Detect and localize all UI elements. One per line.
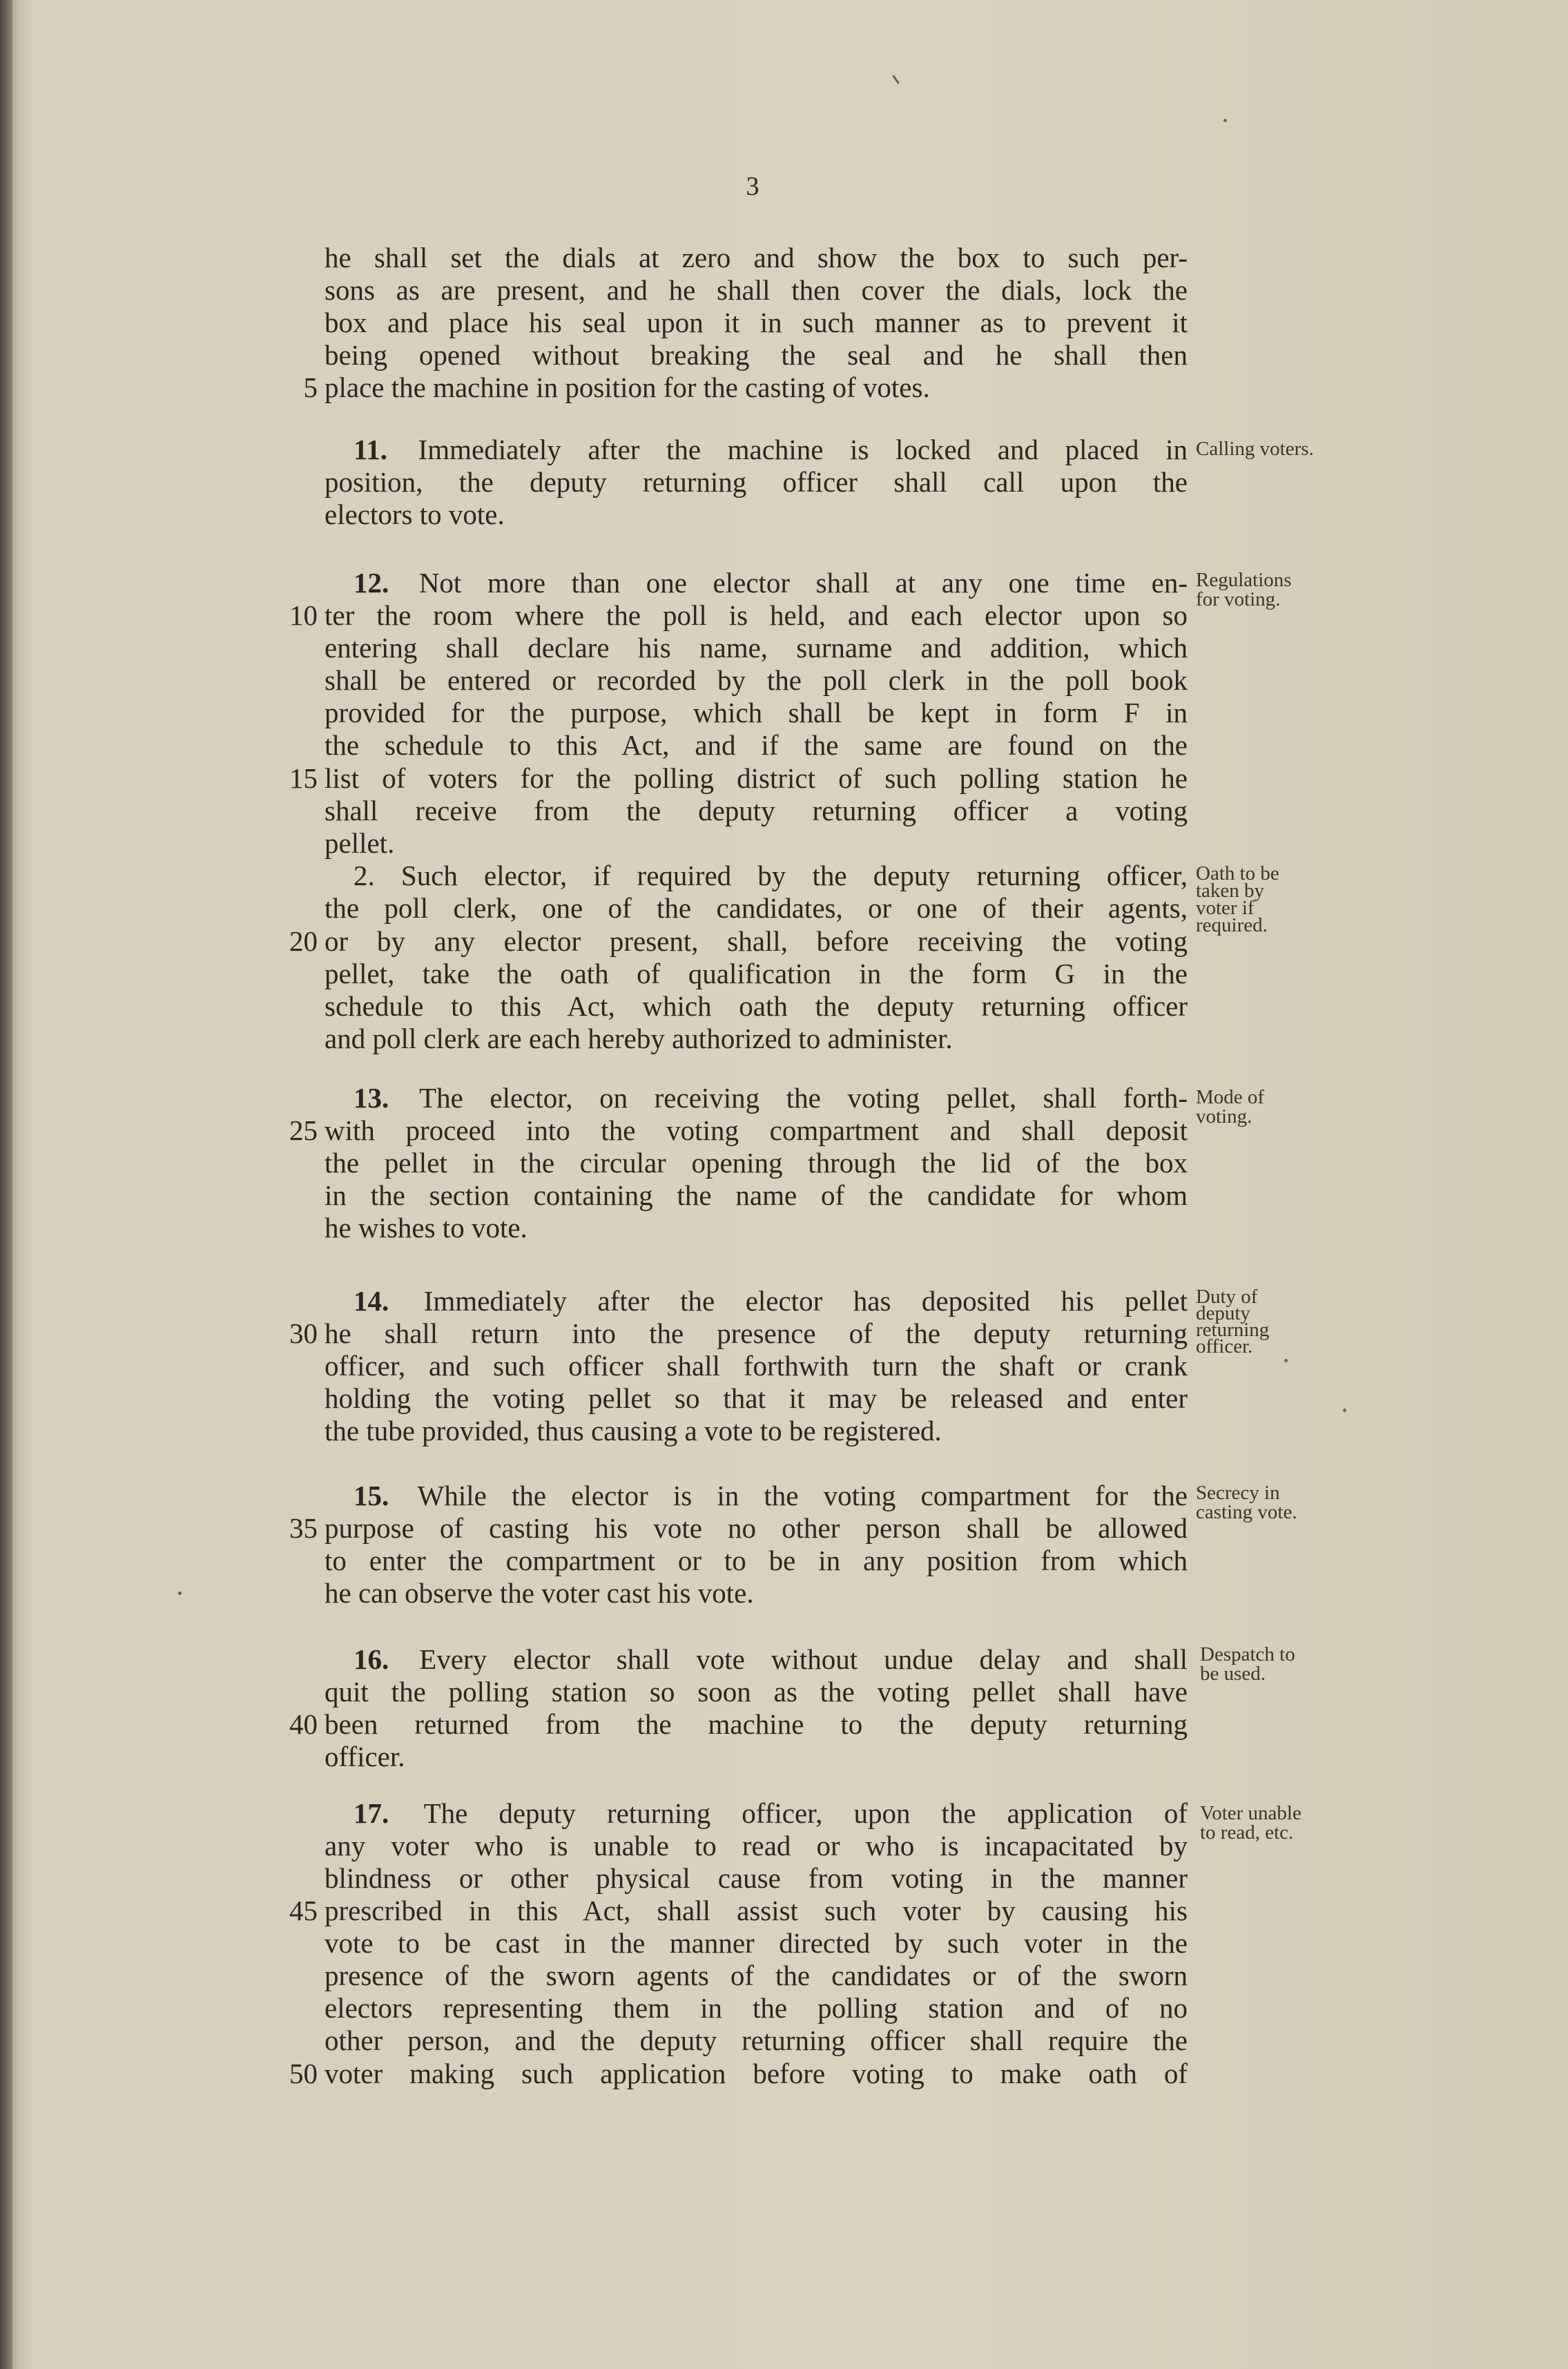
text-line: and poll clerk are each hereby authorized to administer. bbox=[325, 1023, 953, 1054]
margin-note-line: required. bbox=[1196, 914, 1268, 936]
margin-note-oath bbox=[1196, 862, 1279, 936]
text-line: provided for the purpose, which shall be kept in form F in bbox=[325, 697, 1188, 728]
section-number: 11. bbox=[354, 434, 387, 465]
margin-note-mode-of-voting bbox=[1196, 1087, 1264, 1126]
margin-note-line: Despatch to bbox=[1200, 1643, 1295, 1665]
margin-note-secrecy bbox=[1196, 1483, 1297, 1522]
section-first-line bbox=[354, 1480, 1188, 1512]
text-line: he can observe the voter cast his vote. bbox=[325, 1577, 754, 1609]
text-line: shall be entered or recorded by the poll clerk in the poll book bbox=[325, 664, 1188, 696]
text-run: Not more than one elector shall at any one time en- bbox=[418, 567, 1188, 599]
text-line: to enter the compartment or to be in any position from which bbox=[325, 1545, 1188, 1576]
margin-note-calling-voters bbox=[1196, 439, 1314, 458]
section-number: 12. bbox=[354, 567, 389, 599]
margin-note-line: to read, etc. bbox=[1200, 1821, 1294, 1844]
margin-note-line: Oath to be bbox=[1196, 862, 1279, 884]
text-run: Immediately after the machine is locked and placed in bbox=[418, 434, 1188, 465]
text-line: pellet. bbox=[325, 827, 395, 859]
section-number: 14. bbox=[354, 1285, 389, 1317]
margin-note-line: officer. bbox=[1196, 1335, 1253, 1357]
margin-note-line: returning bbox=[1196, 1319, 1270, 1341]
text-line: 2. Such elector, if required by the deputy returning officer, bbox=[354, 860, 1188, 891]
text-line: officer, and such officer shall forthwith turn the shaft or crank bbox=[325, 1350, 1188, 1382]
margin-note-line: taken by bbox=[1196, 880, 1265, 902]
page-number: 3 bbox=[746, 172, 759, 201]
text-run: Immediately after the elector has deposited his pellet bbox=[423, 1285, 1188, 1317]
margin-note-line: voting. bbox=[1196, 1105, 1252, 1128]
line-number: 45 bbox=[289, 1895, 318, 1926]
section-first-line bbox=[354, 434, 1188, 466]
text-line: schedule to this Act, which oath the deputy returning officer bbox=[325, 990, 1188, 1022]
text-line: quit the polling station so soon as the voting pellet shall have bbox=[325, 1676, 1188, 1708]
text-line: he shall set the dials at zero and show the box to such per- bbox=[325, 242, 1188, 273]
text-line: or by any elector present, shall, before receiving the voting bbox=[325, 925, 1188, 957]
line-number: 20 bbox=[289, 925, 318, 957]
text-line: sons as are present, and he shall then cover the dials, lock the bbox=[325, 274, 1188, 306]
text-line: he wishes to vote. bbox=[325, 1212, 527, 1244]
margin-note-line: for voting. bbox=[1196, 588, 1281, 610]
text-line: with proceed into the voting compartment and shall deposit bbox=[325, 1114, 1188, 1146]
paper-speck bbox=[1284, 1359, 1288, 1362]
section-first-line bbox=[354, 567, 1188, 599]
text-line: the pellet in the circular opening through the lid of the box bbox=[325, 1147, 1188, 1179]
section-number: 15. bbox=[354, 1480, 389, 1511]
text-line: been returned from the machine to the deputy returning bbox=[325, 1708, 1188, 1740]
text-line: any voter who is unable to read or who is incapacitated by bbox=[325, 1830, 1188, 1862]
text-run: The deputy returning officer, upon the application of bbox=[423, 1797, 1188, 1829]
line-number: 25 bbox=[289, 1114, 318, 1146]
text-line: purpose of casting his vote no other person shall be allowed bbox=[325, 1512, 1188, 1544]
section-first-line bbox=[354, 1643, 1188, 1676]
book-spine-shadow bbox=[0, 0, 12, 2369]
text-line: the schedule to this Act, and if the same are found on the bbox=[325, 729, 1188, 761]
paper-speck bbox=[1343, 1409, 1346, 1412]
text-line: other person, and the deputy returning officer shall require the bbox=[325, 2024, 1188, 2056]
text-line: prescribed in this Act, shall assist such voter by causing his bbox=[325, 1895, 1188, 1926]
section-first-line bbox=[354, 1797, 1188, 1830]
text-line: presence of the sworn agents of the candidates or of the sworn bbox=[325, 1960, 1188, 1991]
margin-note-regulations bbox=[1196, 570, 1292, 609]
margin-note-line: Secrecy in bbox=[1196, 1482, 1280, 1504]
text-line: electors to vote. bbox=[325, 499, 505, 530]
text-line: entering shall declare his name, surname and addition, which bbox=[325, 632, 1188, 664]
text-line: box and place his seal upon it in such manner as to prevent it bbox=[325, 307, 1188, 338]
text-line: list of voters for the polling district of such polling station he bbox=[325, 762, 1188, 794]
text-run: The elector, on receiving the voting pellet, shall forth- bbox=[419, 1082, 1188, 1114]
text-line: ter the room where the poll is held, and each elector upon so bbox=[325, 599, 1188, 631]
text-line: the poll clerk, one of the candidates, or one of their agents, bbox=[325, 892, 1188, 924]
text-line: blindness or other physical cause from voting in the manner bbox=[325, 1862, 1188, 1894]
margin-note-line: Duty of bbox=[1196, 1286, 1258, 1308]
margin-note-line: deputy bbox=[1196, 1302, 1250, 1324]
margin-note-duty bbox=[1196, 1288, 1269, 1355]
text-line: electors representing them in the polling station and of no bbox=[325, 1992, 1188, 2024]
text-run: Every elector shall vote without undue delay and shall bbox=[419, 1643, 1188, 1675]
line-number: 5 bbox=[303, 371, 318, 403]
text-line: being opened without breaking the seal and he shall then bbox=[325, 339, 1188, 371]
paper-speck bbox=[892, 75, 899, 84]
line-number: 35 bbox=[289, 1512, 318, 1544]
line-number: 30 bbox=[289, 1317, 318, 1349]
paper-speck bbox=[1223, 119, 1227, 122]
section-number: 16. bbox=[354, 1643, 389, 1675]
text-line: pellet, take the oath of qualification in the form G in the bbox=[325, 958, 1188, 989]
text-line: voter making such application before voting to make oath of bbox=[325, 2058, 1188, 2089]
text-line: vote to be cast in the manner directed by such voter in the bbox=[325, 1927, 1188, 1959]
margin-note-despatch bbox=[1200, 1645, 1295, 1683]
line-number: 10 bbox=[289, 599, 318, 631]
section-number: 17. bbox=[354, 1797, 389, 1829]
line-number: 50 bbox=[289, 2058, 318, 2089]
text-line: shall receive from the deputy returning officer a voting bbox=[325, 795, 1188, 826]
margin-note-line: be used. bbox=[1200, 1663, 1266, 1685]
margin-note-line: voter if bbox=[1196, 897, 1255, 919]
text-line: place the machine in position for the casting of votes. bbox=[325, 371, 930, 403]
margin-note-line: Voter unable bbox=[1200, 1802, 1301, 1824]
section-first-line bbox=[354, 1082, 1188, 1114]
text-line: in the section containing the name of the candidate for whom bbox=[325, 1179, 1188, 1211]
text-line: holding the voting pellet so that it may be released and enter bbox=[325, 1382, 1188, 1414]
text-line: officer. bbox=[325, 1741, 405, 1772]
text-run: While the elector is in the voting compartment for the bbox=[417, 1480, 1188, 1511]
section-first-line bbox=[354, 1285, 1188, 1317]
text-line: the tube provided, thus causing a vote to be registered. bbox=[325, 1415, 942, 1447]
margin-note-line: Regulations bbox=[1196, 569, 1292, 591]
text-line: he shall return into the presence of the deputy returning bbox=[325, 1317, 1188, 1349]
margin-note-line: casting vote. bbox=[1196, 1501, 1297, 1523]
margin-note-voter-unable bbox=[1200, 1804, 1301, 1842]
text-line: position, the deputy returning officer shall call upon the bbox=[325, 466, 1188, 498]
section-number: 13. bbox=[354, 1082, 389, 1114]
paper-speck bbox=[178, 1592, 182, 1595]
margin-note-line: Mode of bbox=[1196, 1086, 1265, 1108]
line-number: 15 bbox=[289, 762, 318, 794]
line-number: 40 bbox=[289, 1708, 318, 1740]
margin-note-line: Calling voters. bbox=[1196, 438, 1314, 460]
